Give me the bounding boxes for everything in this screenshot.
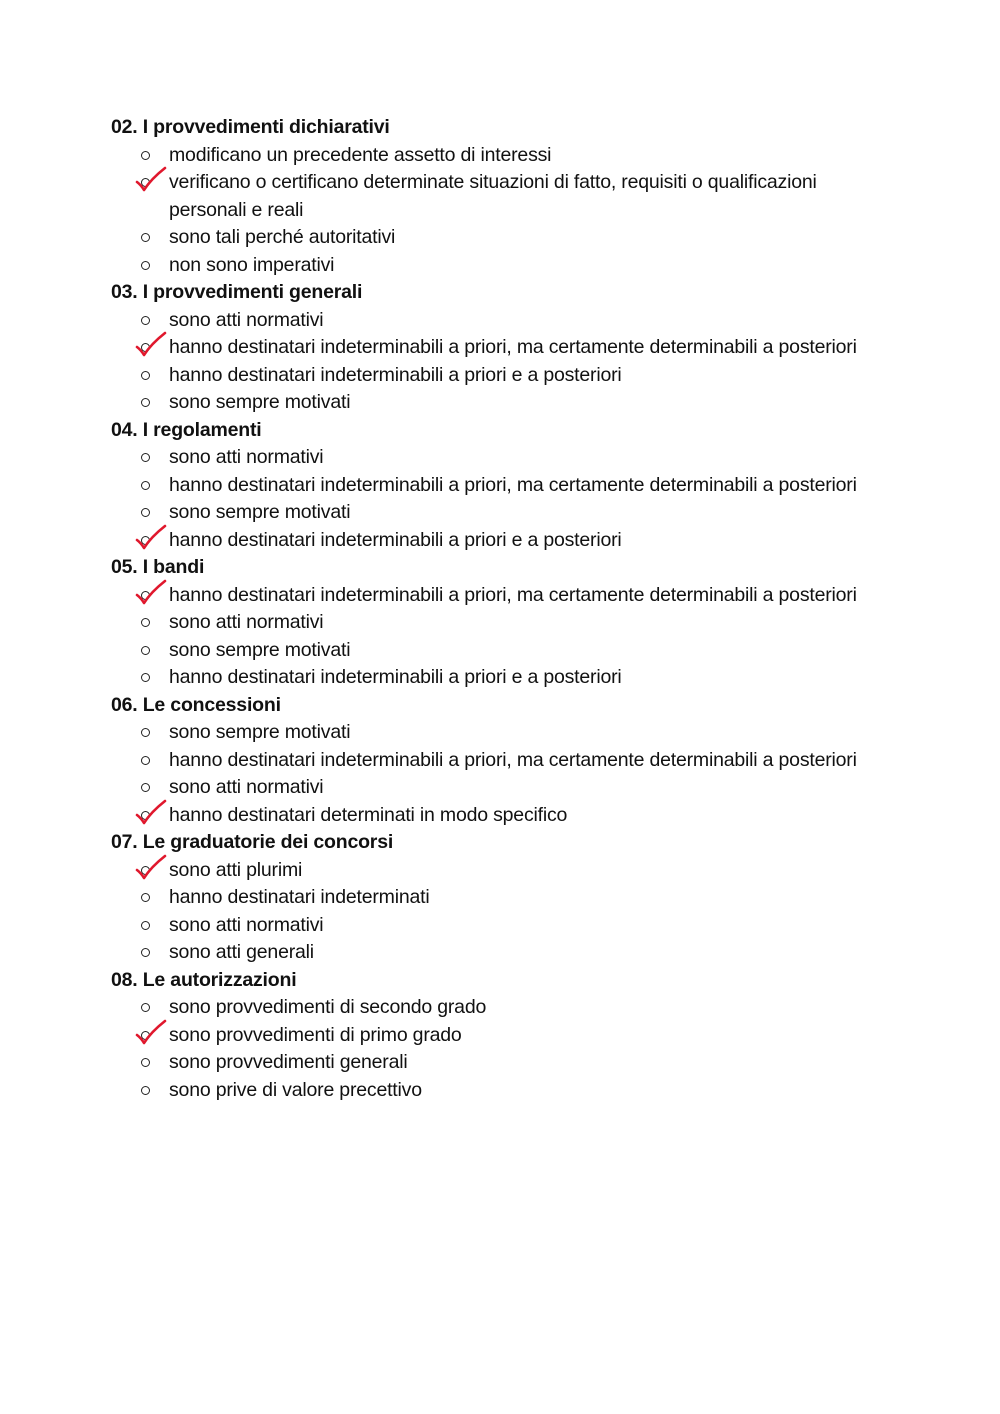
answer-option	[111, 1049, 871, 1077]
option-text: sono provvedimenti generali	[169, 1051, 408, 1073]
option-text: hanno destinatari indeterminabili a priori, ma certamente determinabili a posteriori	[169, 473, 857, 496]
option-text: sono atti normativi	[169, 308, 324, 331]
answer-option	[111, 664, 871, 692]
answer-option	[111, 169, 871, 224]
circle-bullet-icon	[141, 398, 150, 407]
option-text: sono sempre motivati	[169, 638, 351, 661]
option-text: hanno destinatari indeterminabili a priori, ma certamente determinabili a posteriori	[169, 583, 857, 606]
circle-bullet-icon	[141, 261, 150, 270]
option-text: hanno destinatari indeterminabili a priori, ma certamente determinabili a posteriori	[169, 336, 857, 358]
option-text: sono atti normativi	[169, 611, 324, 633]
answer-option	[111, 444, 871, 472]
answer-option	[111, 1022, 871, 1050]
checkmark-icon	[135, 798, 167, 828]
answer-option	[111, 582, 871, 610]
answer-option	[111, 747, 871, 775]
option-text: sono sempre motivati	[169, 721, 351, 743]
options-list	[111, 307, 871, 417]
option-text: sono tali perché autoritativi	[169, 226, 396, 248]
answer-option	[111, 224, 871, 252]
checkmark-icon	[135, 330, 167, 360]
answer-option	[111, 884, 871, 912]
circle-bullet-icon	[141, 453, 150, 462]
options-list	[111, 444, 871, 554]
option-text: sono provvedimenti di secondo grado	[169, 996, 487, 1018]
quiz-document	[111, 114, 871, 1104]
circle-bullet-icon	[141, 151, 150, 160]
circle-bullet-icon	[141, 618, 150, 627]
option-text: sono atti normativi	[169, 913, 324, 936]
checkmark-icon	[135, 853, 167, 883]
option-text: hanno destinatari determinati in modo specifico	[169, 803, 568, 826]
question-title: 08. Le autorizzazioni	[111, 968, 297, 991]
circle-bullet-icon	[141, 508, 150, 517]
question-block	[111, 279, 871, 417]
option-text: sono atti normativi	[169, 446, 324, 468]
circle-bullet-icon	[141, 481, 150, 490]
checkmark-icon	[135, 578, 167, 608]
answer-option	[111, 637, 871, 665]
circle-bullet-icon	[141, 316, 150, 325]
answer-option	[111, 912, 871, 940]
circle-bullet-icon	[141, 1003, 150, 1012]
question-block	[111, 967, 871, 1105]
question-title: 02. I provvedimenti dichiarativi	[111, 116, 390, 138]
answer-option	[111, 527, 871, 555]
answer-option	[111, 774, 871, 802]
circle-bullet-icon	[141, 783, 150, 792]
option-text: sono provvedimenti di primo grado	[169, 1023, 462, 1046]
question-block	[111, 114, 871, 279]
option-text: sono atti plurimi	[169, 858, 303, 881]
circle-bullet-icon	[141, 371, 150, 380]
answer-option	[111, 334, 871, 362]
answer-option	[111, 499, 871, 527]
circle-bullet-icon	[141, 1086, 150, 1095]
options-list	[111, 857, 871, 967]
option-text: sono atti generali	[169, 941, 314, 963]
answer-option	[111, 857, 871, 885]
option-text: hanno destinatari indeterminabili a priori e a posteriori	[169, 363, 622, 386]
checkmark-icon	[135, 165, 167, 195]
answer-option	[111, 609, 871, 637]
question-title: 07. Le graduatorie dei concorsi	[111, 831, 394, 853]
option-text: hanno destinatari indeterminabili a priori, ma certamente determinabili a posteriori	[169, 748, 857, 771]
question-block	[111, 829, 871, 967]
answer-option	[111, 719, 871, 747]
option-text: hanno destinatari indeterminabili a priori e a posteriori	[169, 528, 622, 551]
answer-option	[111, 939, 871, 967]
option-text: sono prive di valore precettivo	[169, 1078, 422, 1101]
answer-option	[111, 472, 871, 500]
option-text: sono atti normativi	[169, 776, 324, 798]
options-list	[111, 994, 871, 1104]
circle-bullet-icon	[141, 921, 150, 930]
option-text: sono sempre motivati	[169, 391, 351, 413]
question-title: 04. I regolamenti	[111, 418, 262, 441]
circle-bullet-icon	[141, 728, 150, 737]
answer-option	[111, 142, 871, 170]
question-title: 06. Le concessioni	[111, 693, 281, 716]
circle-bullet-icon	[141, 646, 150, 655]
option-text: verificano o certificano determinate situazioni di fatto, requisiti o qualificazioni personali e reali	[169, 171, 817, 221]
option-text: modificano un precedente assetto di interessi	[169, 143, 552, 166]
option-text: hanno destinatari indeterminati	[169, 886, 430, 908]
circle-bullet-icon	[141, 673, 150, 682]
answer-option	[111, 252, 871, 280]
options-list	[111, 582, 871, 692]
circle-bullet-icon	[141, 948, 150, 957]
answer-option	[111, 307, 871, 335]
circle-bullet-icon	[141, 1058, 150, 1067]
options-list	[111, 142, 871, 280]
answer-option	[111, 994, 871, 1022]
options-list	[111, 719, 871, 829]
option-text: sono sempre motivati	[169, 501, 351, 523]
answer-option	[111, 802, 871, 830]
checkmark-icon	[135, 523, 167, 553]
question-block	[111, 692, 871, 830]
question-block	[111, 554, 871, 692]
option-text: hanno destinatari indeterminabili a priori e a posteriori	[169, 666, 622, 688]
question-title: 03. I provvedimenti generali	[111, 281, 363, 303]
answer-option	[111, 1077, 871, 1105]
question-block	[111, 417, 871, 555]
question-title: 05. I bandi	[111, 556, 205, 578]
answer-option	[111, 362, 871, 390]
circle-bullet-icon	[141, 893, 150, 902]
answer-option	[111, 389, 871, 417]
circle-bullet-icon	[141, 233, 150, 242]
option-text: non sono imperativi	[169, 253, 335, 276]
circle-bullet-icon	[141, 756, 150, 765]
checkmark-icon	[135, 1018, 167, 1048]
